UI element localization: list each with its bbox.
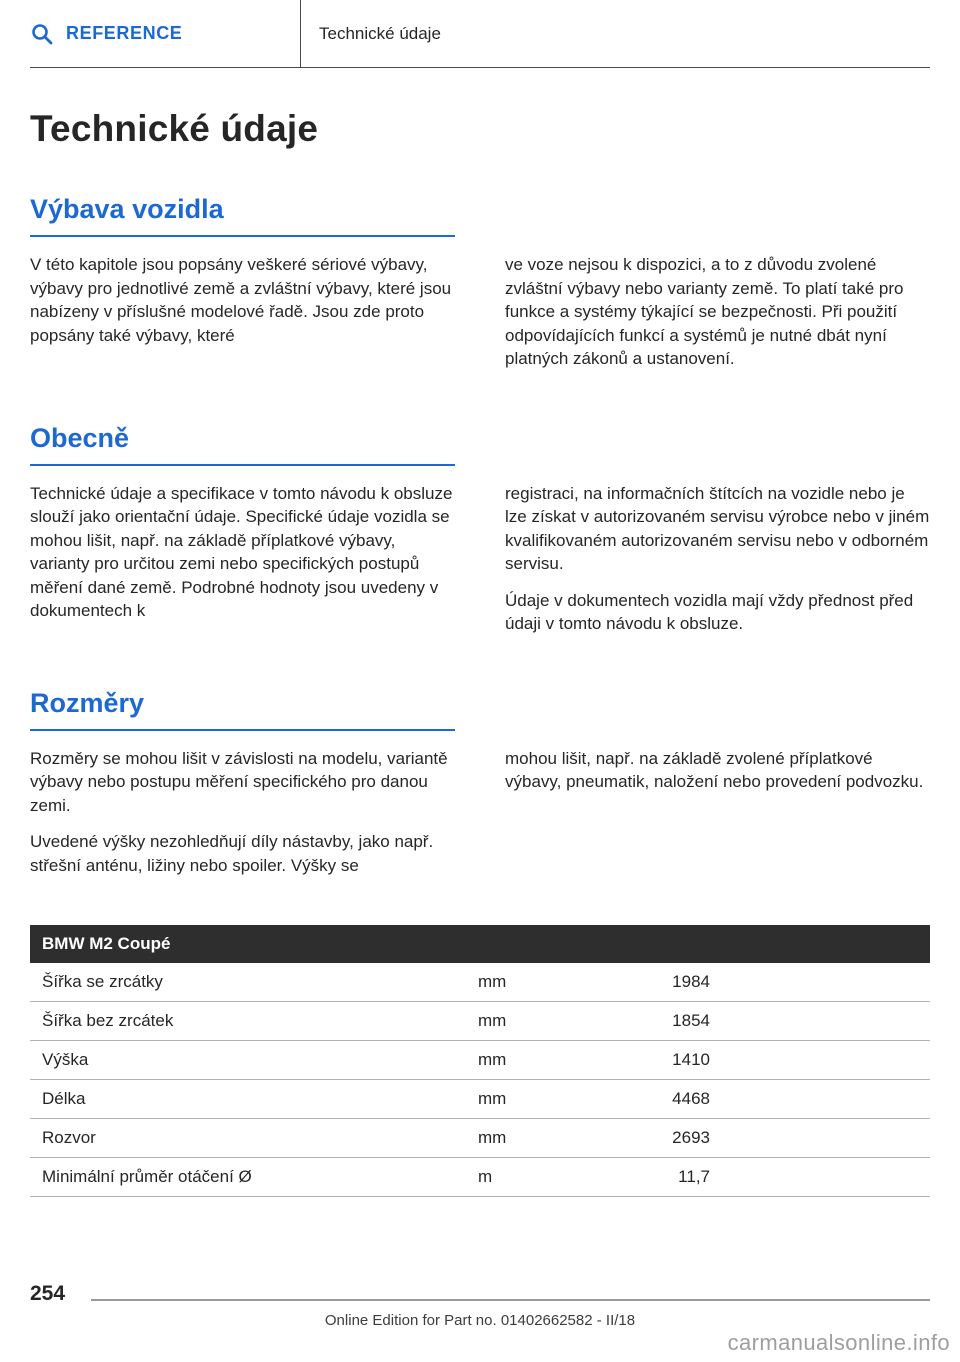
header-section-label: REFERENCE <box>66 23 183 43</box>
paragraph: Rozměry se mohou lišit v závislosti na modelu, variantě výbavy nebo postupu měření specifického pro danou zemi. <box>30 748 448 815</box>
page-header <box>30 0 930 68</box>
section-rozmery <box>30 688 930 878</box>
footer-rule <box>91 1299 930 1301</box>
paragraph: mohou lišit, např. na základě zvolené příplatkové výbavy, pneumatik, naložení nebo provedení podvozku. <box>505 748 924 791</box>
table-title: BMW M2 Coupé <box>30 925 930 963</box>
two-column-text <box>30 253 930 371</box>
spec-value: 1854 <box>672 1011 710 1030</box>
paragraph: ve voze nejsou k dispozici, a to z důvodu zvolené zvláštní výbavy nebo varianty země. To platí také pro funkce a systémy týkající se bezpečnosti. Při použití odpovídajících funkcí a systémů je nutné dbát nyní platných zákonů a ustanovení. <box>505 255 904 368</box>
section-obecne <box>30 423 930 636</box>
dimensions-table <box>30 925 930 1197</box>
page-number: 254 <box>30 1282 66 1305</box>
section-heading: Výbava vozidla <box>30 194 455 237</box>
table-row <box>30 1119 930 1158</box>
paragraph: Údaje v dokumentech vozidla mají vždy přednost před údaji v tomto návodu k obsluze. <box>505 590 914 633</box>
spec-unit: mm <box>478 1089 507 1108</box>
paragraph: Uvedené výšky nezohledňují díly nástavby, jako např. střešní anténu, ližiny nebo spoiler. Výšky se <box>30 832 434 875</box>
left-column <box>30 253 455 371</box>
right-column <box>505 747 930 878</box>
spec-unit: mm <box>478 1050 507 1069</box>
left-column <box>30 482 455 636</box>
section-vybava-vozidla <box>30 194 930 371</box>
spec-label: Šířka bez zrcátek <box>42 1011 174 1030</box>
paragraph: registraci, na informačních štítcích na vozidle nebo je lze získat v autorizovaném servisu výrobce nebo v jiném kvalifikovaném autorizovaném servisu nebo v odborném servisu. <box>505 483 930 573</box>
watermark: carmanualsonline.info <box>727 1330 950 1355</box>
spec-value: 1984 <box>672 972 710 991</box>
two-column-text <box>30 747 930 878</box>
left-column <box>30 747 455 878</box>
spec-value: 11,7 <box>678 1167 710 1186</box>
spec-value: 1410 <box>672 1050 710 1069</box>
paragraph: Technické údaje a specifikace v tomto návodu k obsluze slouží jako orientační údaje. Specifické údaje vozidla se mohou lišit, např. na základě příplatkové výbavy, varianty pro určitou zemi nebo specifických postupů měření dané země. Podrobné hodnoty jsou uvedeny v dokumentech k <box>30 483 453 620</box>
section-heading: Rozměry <box>30 688 455 731</box>
right-column <box>505 253 930 371</box>
table-row <box>30 1080 930 1119</box>
spec-unit: mm <box>478 1128 507 1147</box>
edition-note: Online Edition for Part no. 01402662582 - II/18 <box>324 1312 636 1329</box>
spec-value: 4468 <box>672 1089 710 1108</box>
spec-label: Rozvor <box>42 1128 96 1147</box>
spec-value: 2693 <box>672 1128 710 1147</box>
right-column <box>505 482 930 636</box>
spec-label: Minimální průměr otáčení Ø <box>42 1167 252 1186</box>
spec-label: Výška <box>42 1050 89 1069</box>
header-chapter-title: Technické údaje <box>300 0 930 67</box>
spec-unit: mm <box>478 972 507 991</box>
search-icon <box>30 22 54 46</box>
spec-label: Šířka se zrcátky <box>42 972 163 991</box>
page-number-row <box>30 1283 930 1304</box>
table-row <box>30 1041 930 1080</box>
table-row <box>30 1158 930 1197</box>
header-section-area <box>30 0 300 67</box>
section-heading: Obecně <box>30 423 455 466</box>
spec-unit: m <box>478 1167 493 1186</box>
table-row <box>30 963 930 1002</box>
paragraph: V této kapitole jsou popsány veškeré sériové výbavy, výbavy pro jednotlivé země a zvláštní výbavy, které jsou nabízeny v příslušné modelové řadě. Jsou zde proto popsány také výbavy, které <box>30 255 452 345</box>
two-column-text <box>30 482 930 636</box>
table-row <box>30 1002 930 1041</box>
page-title: Technické údaje <box>30 108 319 149</box>
spec-label: Délka <box>42 1089 86 1108</box>
spec-unit: mm <box>478 1011 507 1030</box>
